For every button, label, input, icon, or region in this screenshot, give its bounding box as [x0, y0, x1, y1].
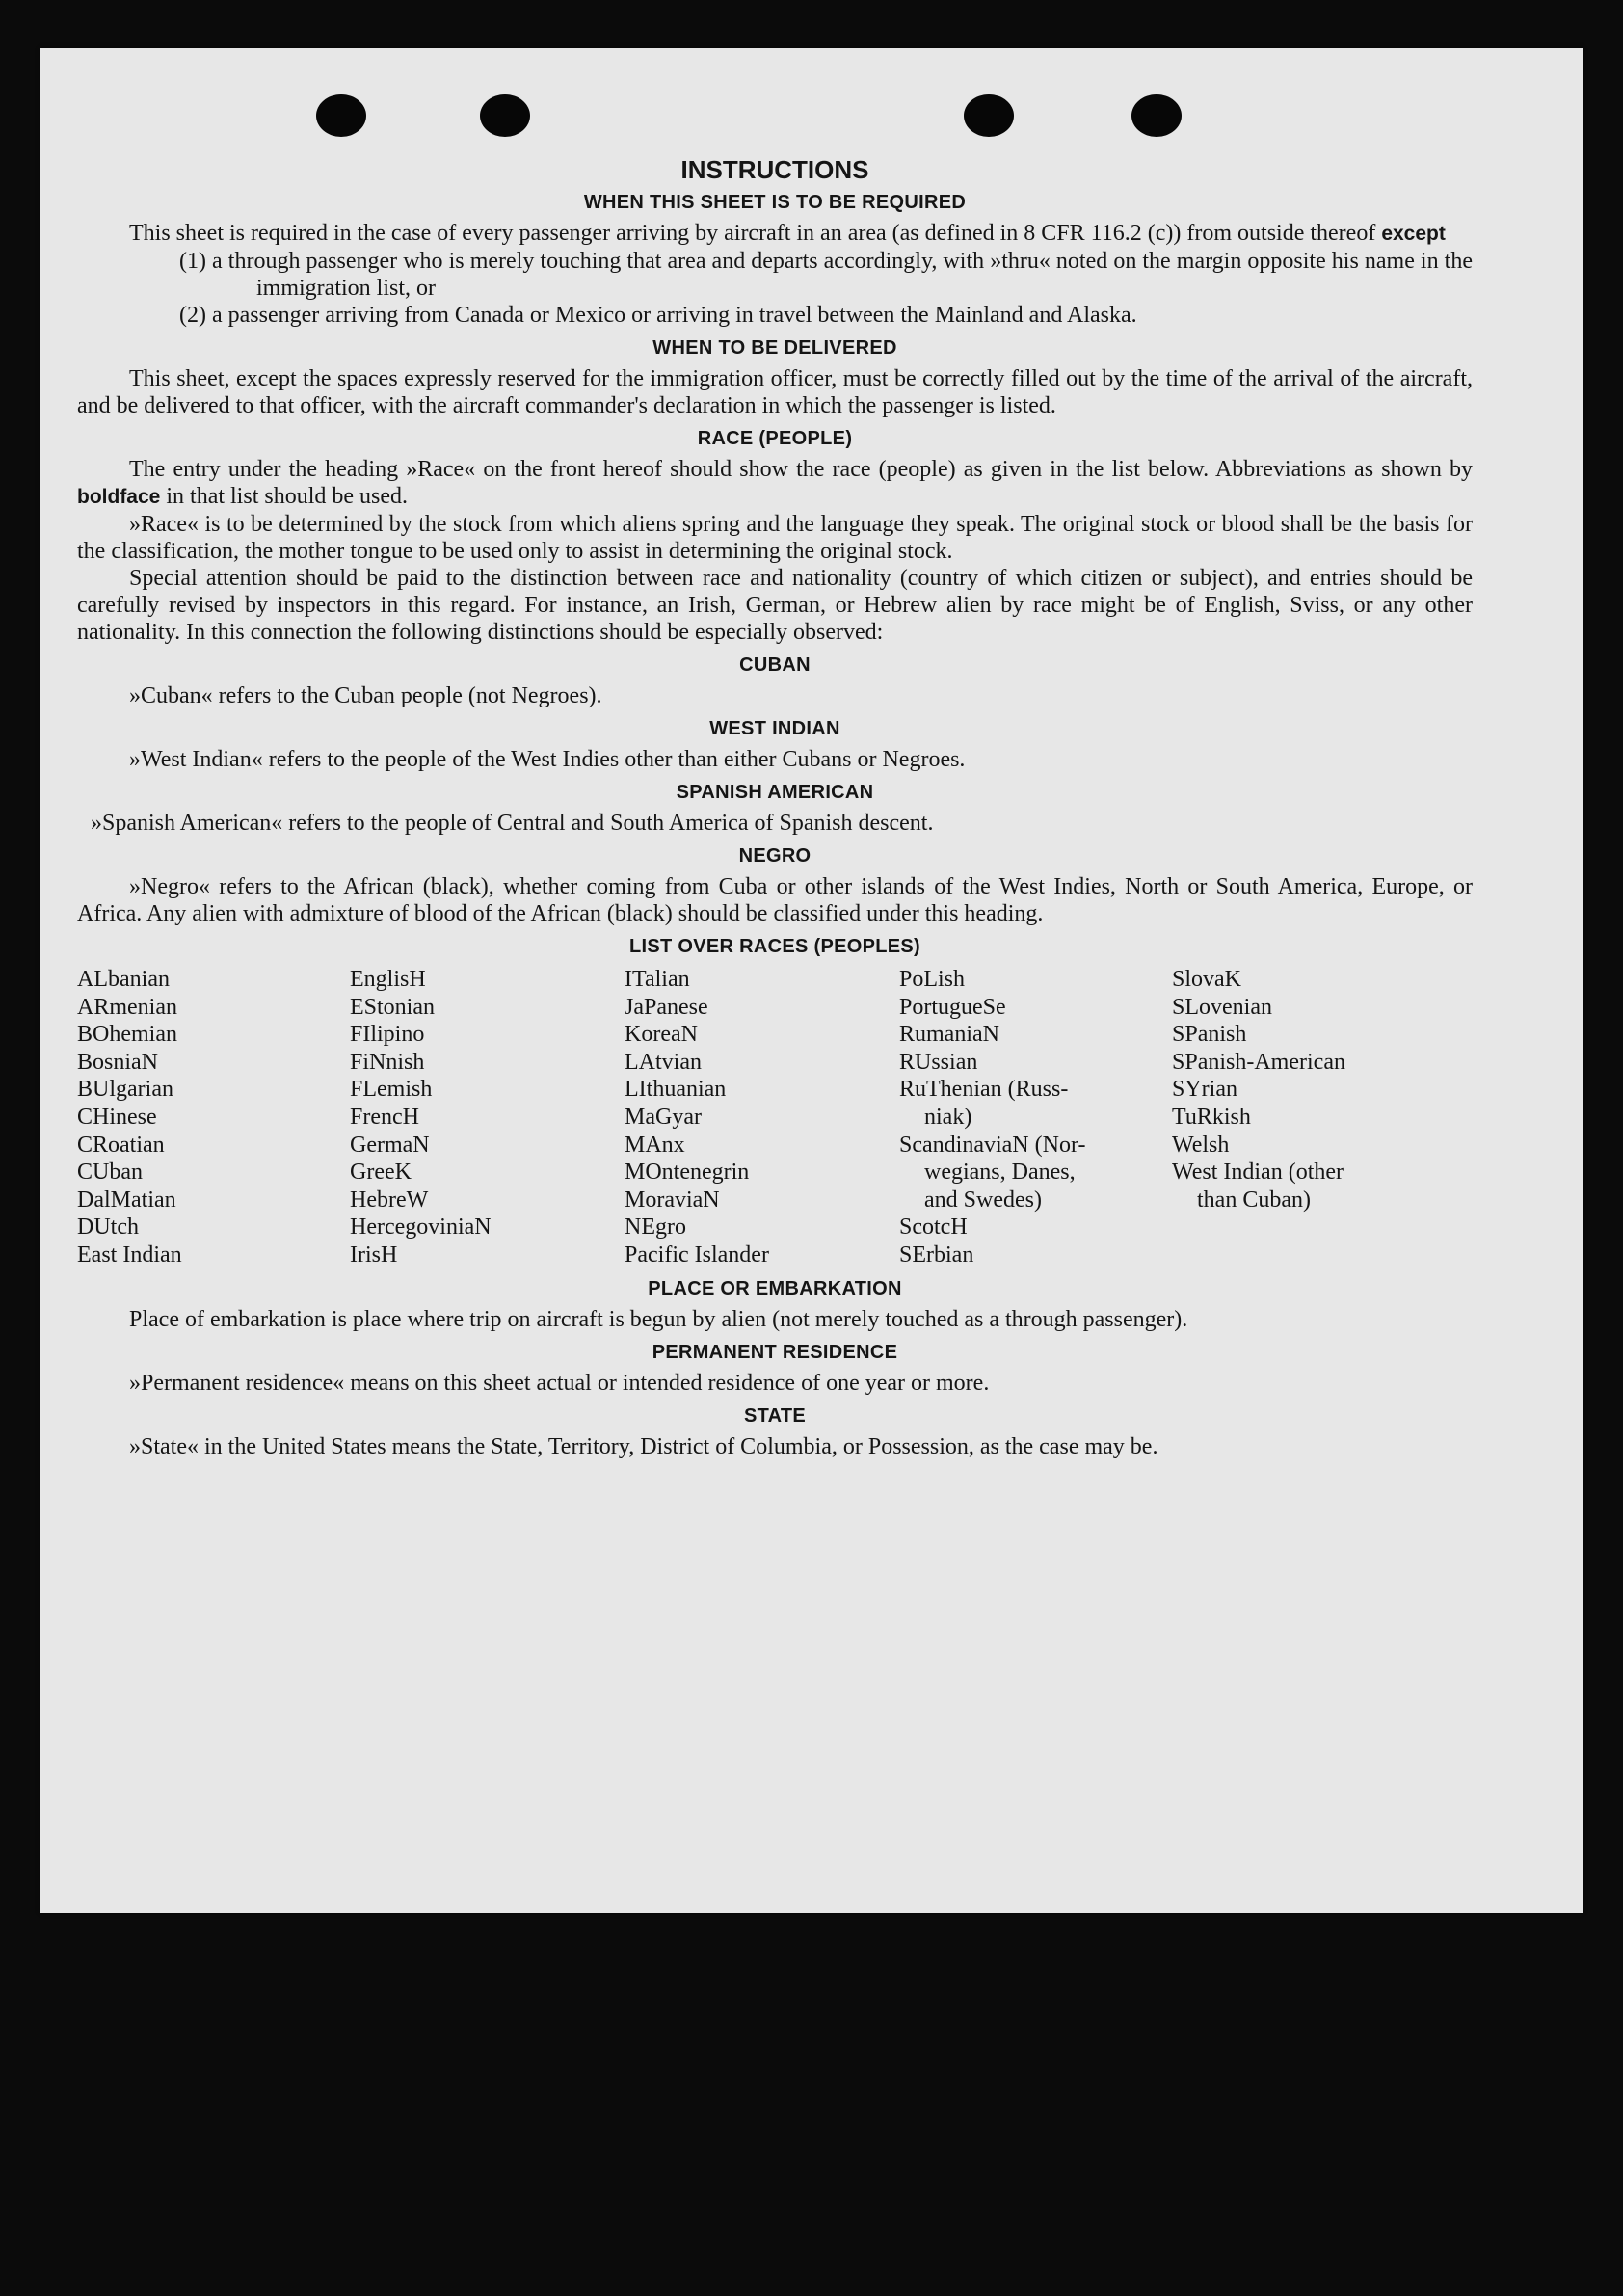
- race-item: ALbanian: [77, 967, 170, 992]
- heading-race: RACE (PEOPLE): [697, 428, 853, 449]
- race-item: FIlipino: [350, 1022, 425, 1048]
- race-item: ITalian: [625, 967, 690, 992]
- heading-state: STATE: [743, 1404, 807, 1427]
- list-item-canada-mexico: (2) a passenger arriving from Canada or Mexico or arriving in travel between the Mainland and Alaska.: [179, 303, 1137, 328]
- text-boldface: boldface: [77, 486, 161, 508]
- paragraph-state: »State« in the United States means the State, Territory, District of Columbia, or Possession, as the case may be.: [129, 1433, 1158, 1459]
- heading-spanish-american: SPANISH AMERICAN: [676, 782, 874, 803]
- paragraph-race-nationality: Special attention should be paid to the distinction between race and nationality (country of which citizen or subject), and entries should be carefully revised by inspectors in this regard. For instance, an Irish, German, or Hebrew alien by race might be of English, Sviss, or any other nationality. In this connection the following distinctions should be especially observed:: [77, 566, 1473, 645]
- race-item: TuRkish: [1172, 1104, 1251, 1130]
- race-item: and Swedes): [924, 1187, 1042, 1213]
- race-item: LAtvian: [625, 1049, 702, 1075]
- paragraph-race-definition: »Race« is to be determined by the stock from which aliens spring and the language they speak. The original stock or blood shall be the basis for the classification, the mother tongue to be used only to assist in determining the original stock.: [77, 512, 1473, 564]
- race-item: West Indian (other: [1172, 1160, 1344, 1186]
- race-item: Pacific Islander: [625, 1241, 769, 1268]
- race-item: Welsh: [1172, 1132, 1230, 1158]
- race-item: niak): [924, 1104, 972, 1130]
- heading-delivered: WHEN TO BE DELIVERED: [652, 337, 897, 359]
- text-required-intro: This sheet is required in the case of every passenger arriving by aircraft in an area (as defined in 8 CFR 116.2 (c)) from outside thereof: [129, 221, 1376, 246]
- race-item: ScandinaviaN (Nor-: [899, 1132, 1086, 1158]
- race-item: MaGyar: [625, 1104, 702, 1130]
- race-item: SlovaK: [1172, 967, 1241, 992]
- race-item: CRoatian: [77, 1132, 165, 1158]
- paragraph-permanent-residence: »Permanent residence« means on this sheet actual or intended residence of one year or more.: [129, 1370, 990, 1396]
- text-race-entry: The entry under the heading »Race« on the front hereof should show the race (people) as given in the list below. Abbreviations as shown by: [129, 457, 1473, 482]
- punch-hole: [316, 94, 366, 137]
- race-item: MoraviaN: [625, 1187, 720, 1213]
- race-item: ARmenian: [77, 994, 177, 1020]
- text-race-entry-end: in that list should be used.: [166, 484, 409, 509]
- race-item: NEgro: [625, 1215, 686, 1241]
- heading-west-indian: WEST INDIAN: [709, 718, 840, 739]
- races-column-5: [1172, 966, 1473, 1269]
- race-item: wegians, Danes,: [924, 1160, 1076, 1186]
- race-item: GreeK: [350, 1160, 412, 1186]
- heading-permanent-residence: PERMANENT RESIDENCE: [652, 1341, 898, 1363]
- instructions-body: [77, 156, 1473, 1460]
- race-item: PortugueSe: [899, 994, 1006, 1020]
- race-item: DUtch: [77, 1215, 139, 1241]
- text-except: except: [1381, 223, 1446, 245]
- race-item: RUssian: [899, 1049, 978, 1075]
- heading-required: WHEN THIS SHEET IS TO BE REQUIRED: [583, 192, 967, 213]
- race-item: SLovenian: [1172, 994, 1272, 1020]
- list-item-through-passenger: (1) a through passenger who is merely touching that area and departs accordingly, with »thru« noted on the margin opposite his name in the immigration list, or: [179, 249, 1473, 301]
- race-item: IrisH: [350, 1241, 398, 1268]
- heading-races-list: LIST OVER RACES (PEOPLES): [629, 936, 920, 957]
- races-column-1: [77, 966, 350, 1269]
- paragraph-delivered: This sheet, except the spaces expressly reserved for the immigration officer, must be correctly filled out by the time of the arrival of the aircraft, and be delivered to that officer, with the aircraft commander's declaration in which the passenger is listed.: [77, 366, 1473, 418]
- race-item: SPanish-American: [1172, 1049, 1345, 1075]
- races-column-4: [899, 966, 1172, 1269]
- race-item: FrencH: [350, 1104, 419, 1130]
- paragraph-cuban: »Cuban« refers to the Cuban people (not Negroes).: [129, 683, 602, 708]
- race-item: FLemish: [350, 1077, 433, 1103]
- paragraph-negro: »Negro« refers to the African (black), whether coming from Cuba or other islands of the West Indies, North or South America, Europe, or Africa. Any alien with admixture of blood of the African (black) should be classified under this heading.: [77, 874, 1473, 926]
- race-item: BosniaN: [77, 1049, 158, 1075]
- race-item: KoreaN: [625, 1022, 698, 1048]
- punch-hole: [964, 94, 1014, 137]
- race-item: CUban: [77, 1160, 143, 1186]
- race-item: FiNnish: [350, 1049, 425, 1075]
- race-item: MOntenegrin: [625, 1160, 750, 1186]
- race-item: MAnx: [625, 1132, 685, 1158]
- paragraph-race-entry: [77, 456, 1473, 511]
- race-item: GermaN: [350, 1132, 430, 1158]
- paragraph-spanish-american: »Spanish American« refers to the people of Central and South America of Spanish descent.: [91, 811, 934, 836]
- punch-hole: [1131, 94, 1182, 137]
- heading-embarkation: PLACE OR EMBARKATION: [648, 1277, 902, 1299]
- heading-negro: NEGRO: [738, 845, 812, 867]
- race-item: EStonian: [350, 994, 435, 1020]
- race-item: PoLish: [899, 967, 966, 992]
- race-item: SErbian: [899, 1241, 974, 1268]
- race-item: BOhemian: [77, 1022, 177, 1048]
- race-item: CHinese: [77, 1104, 157, 1130]
- race-item: HebreW: [350, 1187, 429, 1213]
- paragraph-west-indian: »West Indian« refers to the people of the West Indies other than either Cubans or Negroes.: [129, 747, 966, 772]
- document-sheet: [40, 48, 1583, 1913]
- race-item: than Cuban): [1197, 1187, 1311, 1213]
- race-item: SYrian: [1172, 1077, 1237, 1103]
- race-item: ScotcH: [899, 1215, 968, 1241]
- heading-cuban: CUBAN: [739, 654, 811, 676]
- race-item: RumaniaN: [899, 1022, 999, 1048]
- race-item: JaPanese: [625, 994, 708, 1020]
- race-item: East Indian: [77, 1241, 182, 1268]
- race-item: BUlgarian: [77, 1077, 173, 1103]
- race-item: LIthuanian: [625, 1077, 727, 1103]
- race-item: HercegoviniaN: [350, 1215, 492, 1241]
- paragraph-required: [77, 220, 1473, 248]
- races-column-3: [625, 966, 899, 1269]
- paragraph-embarkation: Place of embarkation is place where trip on aircraft is begun by alien (not merely touched as a through passenger).: [129, 1306, 1188, 1332]
- races-list: [77, 966, 1473, 1269]
- race-item: EnglisH: [350, 967, 426, 992]
- races-column-2: [350, 966, 625, 1269]
- punch-hole: [480, 94, 530, 137]
- race-item: DalMatian: [77, 1187, 176, 1213]
- page-title: INSTRUCTIONS: [680, 155, 869, 184]
- race-item: RuThenian (Russ-: [899, 1077, 1069, 1103]
- race-item: SPanish: [1172, 1022, 1247, 1048]
